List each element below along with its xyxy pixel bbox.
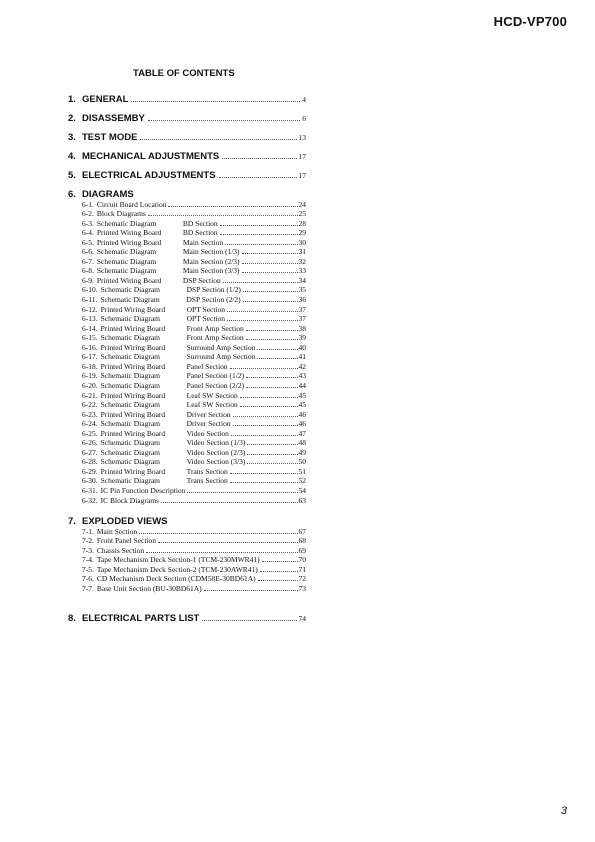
dot-leader	[243, 301, 298, 302]
sub-entry-section: Driver Section	[186, 409, 231, 419]
sub-entry-page: 45	[298, 390, 306, 400]
sub-entry-label: Schematic Diagram	[100, 380, 160, 390]
sub-entry-number: 7-7.	[82, 583, 94, 593]
dot-leader	[246, 339, 298, 340]
sub-entry-section: Video Section	[186, 428, 229, 438]
dot-leader	[222, 158, 296, 159]
diagram-item[interactable]	[82, 228, 306, 237]
dot-leader	[220, 234, 298, 235]
diagram-item[interactable]	[82, 333, 306, 342]
dot-leader	[187, 492, 297, 493]
sub-entry-label: Schematic Diagram	[100, 419, 160, 429]
sub-entry-page: 50	[298, 457, 306, 467]
dot-leader	[246, 330, 298, 331]
entry-label: EXPLODED VIEWS	[82, 516, 168, 527]
exploded-view-item[interactable]	[82, 536, 306, 545]
exploded-view-item[interactable]	[82, 555, 306, 564]
diagram-item[interactable]	[82, 429, 306, 438]
toc-entry-2[interactable]	[68, 113, 306, 124]
sub-entry-page: 33	[298, 266, 306, 276]
sub-entry-label: Printed Wiring Board	[100, 390, 166, 400]
diagram-item[interactable]	[82, 496, 306, 505]
sub-entry-label: Schematic Diagram	[100, 314, 160, 324]
sub-entry-section: Main Section	[182, 237, 224, 247]
dot-leader	[148, 120, 300, 121]
sub-entry-label: Tape Mechanism Deck Section-1 (TCM-230MWR41)	[96, 555, 260, 565]
dot-leader	[146, 552, 297, 553]
entry-label: TEST MODE	[82, 132, 138, 143]
sub-entry-page: 72	[298, 574, 306, 584]
sub-entry-page: 30	[298, 237, 306, 247]
sub-entry-number: 6-29.	[82, 466, 98, 476]
sub-entry-page: 37	[298, 304, 306, 314]
sub-entry-section: DSP Section (2/2)	[186, 295, 241, 304]
sub-entry-number: 6-6.	[82, 247, 94, 257]
dot-leader	[227, 311, 297, 312]
sub-entry-label: Schematic Diagram	[96, 256, 157, 266]
dot-leader	[258, 580, 298, 581]
dot-leader	[219, 177, 297, 178]
sub-entry-label: Tape Mechanism Deck Section-2 (TCM-230AWR41)	[96, 564, 258, 574]
dot-leader	[240, 406, 298, 407]
entry-number: 3.	[68, 132, 76, 143]
sub-entry-label: IC Pin Function Description	[100, 486, 186, 495]
sub-entry-number: 6-21.	[82, 390, 98, 400]
sub-entry-label: Schematic Diagram	[100, 447, 160, 457]
sub-entry-page: 24	[298, 199, 306, 209]
sub-entry-section: Main Section (2/3)	[182, 256, 240, 266]
dot-leader	[230, 482, 298, 483]
sub-entry-label: Printed Wiring Board	[96, 228, 162, 238]
dot-leader	[140, 139, 296, 140]
dot-leader	[161, 502, 298, 503]
sub-entry-label: Base Unit Section (BU-30BD61A)	[96, 583, 202, 593]
entry-number: 7.	[68, 516, 76, 527]
diagram-item[interactable]	[82, 381, 306, 390]
sub-entry-label: Schematic Diagram	[100, 295, 160, 304]
diagram-item[interactable]	[82, 209, 306, 218]
dot-leader	[139, 533, 297, 534]
sub-entry-page: 67	[298, 526, 306, 536]
sub-entry-number: 7-6.	[82, 574, 94, 584]
sub-entry-page: 41	[298, 352, 306, 362]
entry-label: ELECTRICAL ADJUSTMENTS	[82, 170, 216, 181]
sub-entry-section: Surround Amp Section	[186, 352, 256, 362]
dot-leader	[225, 244, 297, 245]
sub-entry-page: 48	[298, 438, 306, 448]
entry-number: 2.	[68, 113, 76, 124]
diagram-item[interactable]	[82, 486, 306, 495]
sub-entry-page: 47	[298, 428, 306, 438]
sub-entry-label: Printed Wiring Board	[100, 428, 166, 438]
sub-entry-page: 39	[298, 333, 306, 343]
dot-leader	[233, 416, 298, 417]
entry-label: DIAGRAMS	[82, 189, 134, 200]
sub-entry-section: Main Section (1/3)	[182, 247, 240, 257]
sub-entry-label: Schematic Diagram	[96, 266, 157, 276]
dot-leader	[262, 561, 298, 562]
dot-leader	[230, 473, 298, 474]
dot-leader	[247, 444, 297, 445]
sub-entry-label: Schematic Diagram	[100, 476, 160, 486]
sub-entry-number: 6-20.	[82, 380, 98, 390]
dot-leader	[257, 349, 297, 350]
dot-leader	[168, 206, 297, 207]
diagram-item[interactable]	[82, 448, 306, 457]
sub-entry-section: Trans Section	[186, 466, 228, 476]
sub-entry-section: Video Section (3/3)	[186, 457, 246, 467]
entry-page: 6	[302, 114, 306, 123]
sub-entry-number: 7-2.	[82, 536, 94, 546]
sub-entry-number: 6-11.	[82, 295, 98, 304]
sub-entry-number: 6-17.	[82, 352, 98, 362]
sub-entry-page: 52	[298, 476, 306, 486]
toc-entry-6[interactable]	[68, 189, 134, 200]
sub-entry-label: Front Panel Section	[96, 536, 157, 546]
diagram-item[interactable]	[82, 314, 306, 323]
sub-entry-label: Schematic Diagram	[100, 438, 160, 448]
dot-leader	[223, 282, 298, 283]
sub-entry-number: 6-7.	[82, 256, 94, 266]
dot-leader	[246, 377, 297, 378]
entry-number: 8.	[68, 613, 76, 624]
sub-entry-label: Circuit Board Location	[96, 199, 167, 209]
sub-entry-label: Printed Wiring Board	[100, 466, 166, 476]
exploded-view-item[interactable]	[82, 546, 306, 555]
toc-entry-7[interactable]	[68, 516, 168, 527]
sub-entry-section: Main Section (3/3)	[182, 266, 240, 276]
sub-entry-number: 6-30.	[82, 476, 98, 486]
sub-entry-number: 6-28.	[82, 457, 98, 467]
dot-leader	[202, 620, 296, 621]
sub-entry-number: 6-5.	[82, 237, 94, 247]
sub-entry-page: 34	[298, 275, 306, 285]
sub-entry-label: Printed Wiring Board	[96, 275, 162, 285]
diagram-item[interactable]	[82, 219, 306, 228]
sub-entry-section: Front Amp Section	[186, 323, 244, 333]
toc-entry-4[interactable]	[68, 151, 306, 162]
model-name: HCD-VP700	[493, 14, 567, 29]
diagram-item[interactable]	[82, 285, 306, 294]
sub-entry-number: 6-4.	[82, 228, 94, 238]
exploded-view-item[interactable]	[82, 565, 306, 574]
sub-entry-section: Video Section (2/3)	[186, 447, 246, 457]
sub-entry-label: Schematic Diagram	[100, 352, 160, 362]
sub-entry-number: 6-32.	[82, 495, 98, 505]
sub-entry-number: 6-10.	[82, 285, 98, 295]
sub-entry-label: Main Section	[96, 526, 138, 536]
dot-leader	[233, 425, 298, 426]
diagram-item[interactable]	[82, 295, 306, 304]
diagram-item[interactable]	[82, 410, 306, 419]
entry-label: GENERAL	[82, 94, 129, 105]
exploded-view-item[interactable]	[82, 584, 306, 593]
sub-entry-section: Driver Section	[186, 419, 231, 429]
dot-leader	[247, 463, 297, 464]
sub-entry-section: OPT Section	[186, 304, 226, 314]
sub-entry-section: Panel Section (1/2)	[186, 371, 245, 381]
sub-entry-label: Schematic Diagram	[96, 218, 157, 228]
sub-entry-label: Schematic Diagram	[96, 247, 157, 257]
sub-entry-number: 6-1.	[82, 199, 94, 209]
dot-leader	[260, 571, 298, 572]
diagram-item[interactable]	[82, 457, 306, 466]
diagram-item[interactable]	[82, 257, 306, 266]
diagram-item[interactable]	[82, 400, 306, 409]
sub-entry-page: 40	[298, 342, 306, 352]
sub-entry-section: Video Section (1/3)	[186, 438, 246, 448]
sub-entry-number: 6-23.	[82, 409, 98, 419]
sub-entry-number: 7-5.	[82, 564, 94, 574]
entry-page: 17	[298, 171, 306, 180]
sub-entry-page: 29	[298, 228, 306, 238]
sub-entry-label: Printed Wiring Board	[100, 323, 166, 333]
diagram-item[interactable]	[82, 305, 306, 314]
sub-entry-number: 6-14.	[82, 323, 98, 333]
entry-label: DISASSEMBY	[82, 113, 145, 124]
sub-entry-page: 42	[298, 361, 306, 371]
sub-entry-page: 54	[298, 486, 306, 495]
diagram-item[interactable]	[82, 343, 306, 352]
sub-entry-page: 28	[298, 218, 306, 228]
page-number: 3	[560, 805, 567, 817]
sub-entry-number: 6-13.	[82, 314, 98, 324]
dot-leader	[247, 454, 297, 455]
dot-leader	[204, 590, 298, 591]
sub-entry-page: 68	[298, 536, 306, 546]
exploded-view-item[interactable]	[82, 574, 306, 583]
sub-entry-page: 46	[298, 409, 306, 419]
sub-entry-section: OPT Section	[186, 314, 226, 324]
entry-page: 13	[298, 133, 306, 142]
sub-entry-page: 69	[298, 545, 306, 555]
diagram-item[interactable]	[82, 266, 306, 275]
dot-leader	[131, 101, 300, 102]
sub-entry-label: Schematic Diagram	[100, 371, 160, 381]
exploded-view-item[interactable]	[82, 527, 306, 536]
sub-entry-number: 6-12.	[82, 304, 98, 314]
dot-leader	[257, 358, 297, 359]
dot-leader	[242, 253, 298, 254]
diagram-item[interactable]	[82, 352, 306, 361]
sub-entry-page: 45	[298, 400, 306, 410]
sub-entry-number: 6-25.	[82, 428, 98, 438]
diagram-item[interactable]	[82, 238, 306, 247]
sub-entry-page: 32	[298, 256, 306, 266]
dot-leader	[242, 263, 298, 264]
sub-entry-number: 6-15.	[82, 333, 98, 343]
diagram-item[interactable]	[82, 371, 306, 380]
dot-leader	[231, 435, 298, 436]
sub-entry-section: DSP Section (1/2)	[186, 285, 241, 295]
sub-entry-page: 46	[298, 419, 306, 429]
dot-leader	[220, 225, 298, 226]
sub-entry-section: Front Amp Section	[186, 333, 244, 343]
sub-entry-page: 63	[298, 495, 306, 505]
dot-leader	[246, 387, 297, 388]
sub-entry-page: 43	[298, 371, 306, 381]
entry-number: 1.	[68, 94, 76, 105]
toc-entry-5[interactable]	[68, 170, 306, 181]
sub-entry-page: 49	[298, 447, 306, 457]
sub-entry-section: Leaf SW Section	[186, 400, 238, 410]
sub-entry-page: 38	[298, 323, 306, 333]
entry-number: 5.	[68, 170, 76, 181]
sub-entry-label: Chassis Section	[96, 545, 145, 555]
sub-entry-label: IC Block Diagrams	[100, 495, 159, 505]
entry-page: 17	[298, 152, 306, 161]
sub-entry-number: 7-1.	[82, 526, 94, 536]
entry-page: 4	[302, 95, 306, 104]
diagram-item[interactable]	[82, 438, 306, 447]
sub-entry-number: 6-31.	[82, 486, 98, 495]
entry-label: ELECTRICAL PARTS LIST	[82, 613, 200, 624]
sub-entry-label: Schematic Diagram	[100, 400, 160, 410]
toc-entry-8[interactable]	[68, 613, 306, 624]
dot-leader	[227, 320, 297, 321]
sub-entry-label: Schematic Diagram	[100, 457, 160, 467]
dot-leader	[158, 542, 297, 543]
diagram-item[interactable]	[82, 324, 306, 333]
sub-entry-page: 71	[298, 564, 306, 574]
sub-entry-number: 6-26.	[82, 438, 98, 448]
sub-entry-number: 6-16.	[82, 342, 98, 352]
dot-leader	[240, 397, 298, 398]
sub-entry-page: 25	[298, 209, 306, 219]
diagram-item[interactable]	[82, 467, 306, 476]
sub-entry-page: 44	[298, 380, 306, 390]
diagram-item[interactable]	[82, 476, 306, 485]
sub-entry-label: Printed Wiring Board	[96, 237, 162, 247]
sub-entry-number: 7-4.	[82, 555, 94, 565]
toc-entry-3[interactable]	[68, 132, 306, 143]
sub-entry-number: 6-27.	[82, 447, 98, 457]
dot-leader	[148, 215, 298, 216]
sub-entry-number: 6-2.	[82, 209, 94, 219]
sub-entry-number: 7-3.	[82, 545, 94, 555]
sub-entry-section: Surround Amp Section	[186, 342, 256, 352]
sub-entry-label: Printed Wiring Board	[100, 409, 166, 419]
diagram-item[interactable]	[82, 362, 306, 371]
sub-entry-label: Schematic Diagram	[100, 285, 160, 295]
sub-entry-page: 70	[298, 555, 306, 565]
sub-entry-number: 6-24.	[82, 419, 98, 429]
toc-entry-1[interactable]	[68, 94, 306, 105]
sub-entry-number: 6-22.	[82, 400, 98, 410]
dot-leader	[230, 368, 298, 369]
page-title: TABLE OF CONTENTS	[133, 68, 235, 79]
diagram-item[interactable]	[82, 276, 306, 285]
sub-entry-page: 35	[298, 285, 306, 295]
sub-entry-number: 6-9.	[82, 275, 94, 285]
sub-entry-label: Printed Wiring Board	[100, 361, 166, 371]
diagram-item[interactable]	[82, 419, 306, 428]
diagram-item[interactable]	[82, 247, 306, 256]
sub-entry-label: Block Diagrams	[96, 209, 146, 219]
sub-entry-section: Trans Section	[186, 476, 228, 486]
entry-label: MECHANICAL ADJUSTMENTS	[82, 151, 220, 162]
sub-entry-section: Panel Section	[186, 361, 228, 371]
sub-entry-page: 51	[298, 466, 306, 476]
sub-entry-section: BD Section	[182, 228, 218, 238]
diagram-item[interactable]	[82, 200, 306, 209]
sub-entry-page: 37	[298, 314, 306, 324]
sub-entry-section: Leaf SW Section	[186, 390, 238, 400]
sub-entry-page: 73	[298, 583, 306, 593]
entry-number: 6.	[68, 189, 76, 200]
sub-entry-page: 36	[298, 295, 306, 304]
sub-entry-number: 6-8.	[82, 266, 94, 276]
diagram-item[interactable]	[82, 391, 306, 400]
sub-entry-section: DSP Section	[182, 275, 221, 285]
entry-page: 74	[298, 614, 306, 623]
dot-leader	[243, 291, 298, 292]
sub-entry-label: CD Mechanism Deck Section (CDM58E-30BD61A)	[96, 574, 256, 584]
sub-entry-page: 31	[298, 247, 306, 257]
sub-entry-label: Schematic Diagram	[100, 333, 160, 343]
dot-leader	[242, 272, 298, 273]
sub-entry-number: 6-19.	[82, 371, 98, 381]
sub-entry-section: BD Section	[182, 218, 218, 228]
sub-entry-number: 6-3.	[82, 218, 94, 228]
sub-entry-number: 6-18.	[82, 361, 98, 371]
entry-number: 4.	[68, 151, 76, 162]
sub-entry-label: Printed Wiring Board	[100, 342, 166, 352]
sub-entry-label: Printed Wiring Board	[100, 304, 166, 314]
sub-entry-section: Panel Section (2/2)	[186, 380, 245, 390]
